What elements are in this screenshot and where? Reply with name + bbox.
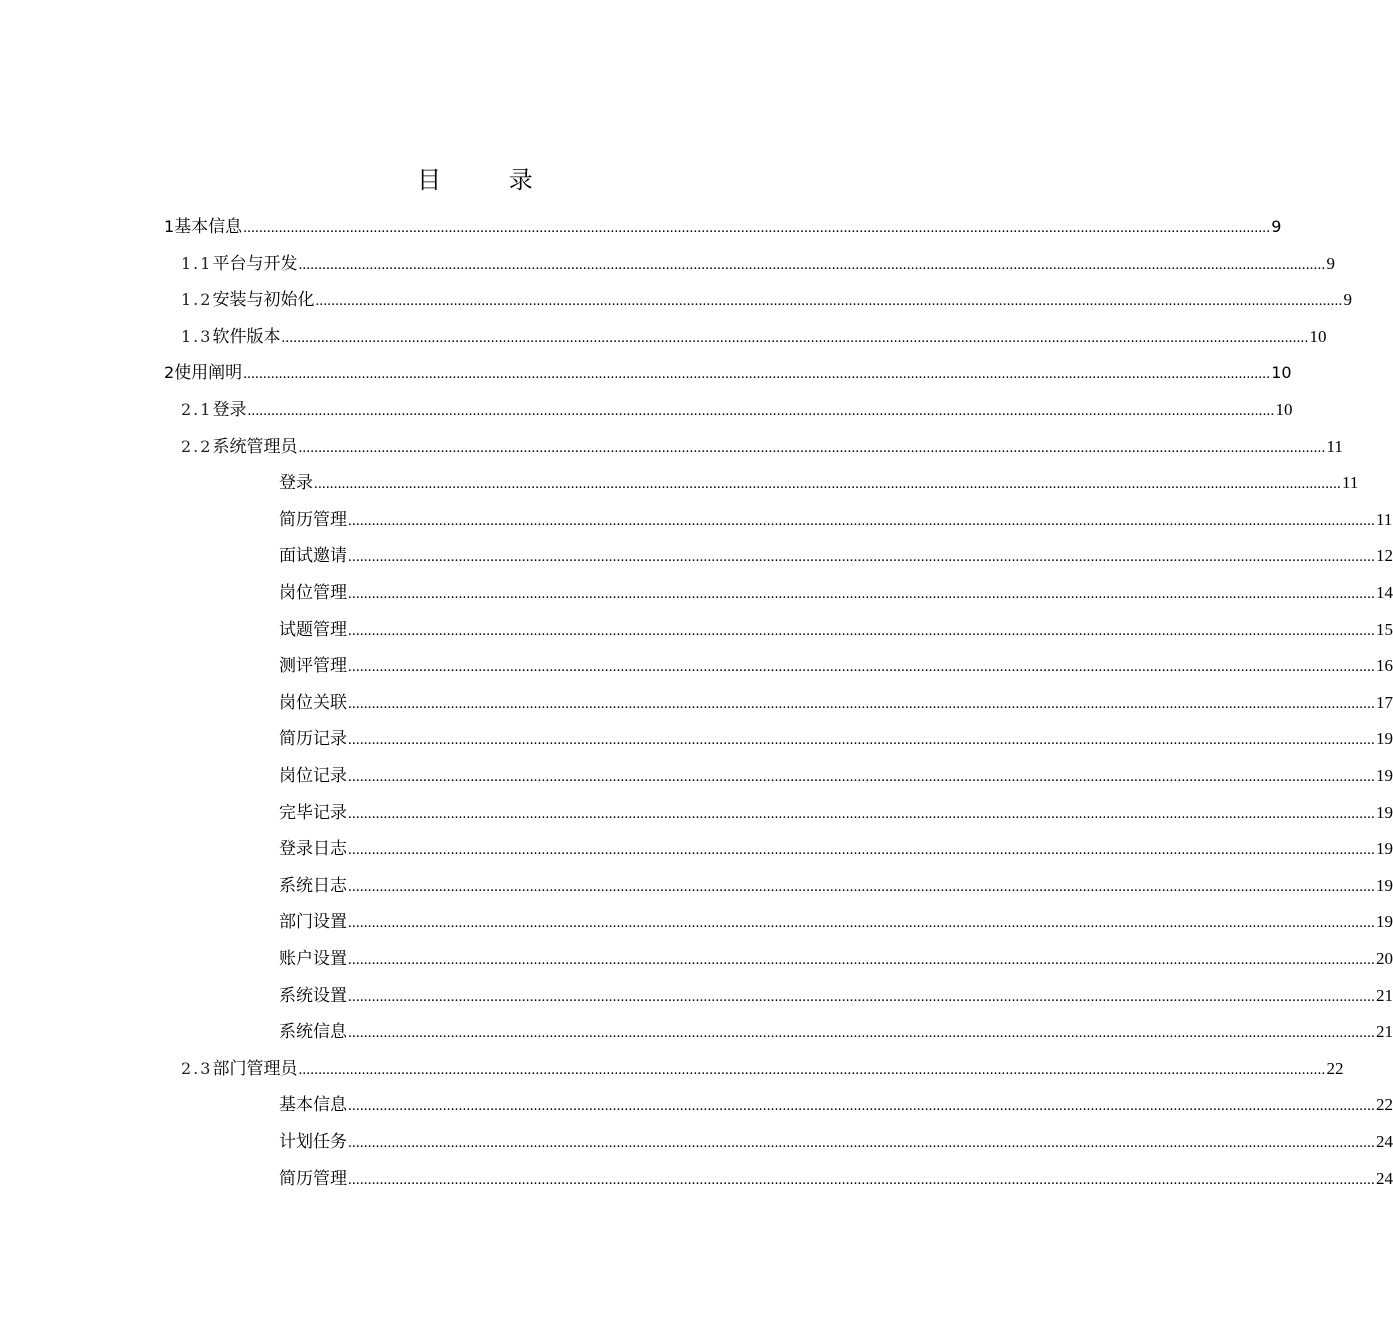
toc-entry-page: 21: [1376, 1022, 1393, 1042]
toc-entry-label: 简历管理: [279, 1168, 347, 1189]
toc-entry-page: 22: [1326, 1058, 1344, 1078]
toc-entry[interactable]: [279, 684, 1393, 714]
toc-dot-leader: ....................................................................................................................................................................................................................................................................: [348, 1098, 1375, 1115]
toc-entry-page: 19: [1376, 839, 1393, 859]
toc-entry[interactable]: [279, 1123, 1393, 1153]
toc-entry-label: 部门管理员: [212, 1058, 298, 1079]
toc-entry-label: 面试邀请: [279, 546, 347, 567]
toc-entry-label: 系统信息: [279, 1022, 347, 1043]
toc-dot-leader: ....................................................................................................................................................................................................................................................................: [348, 769, 1375, 785]
toc-entry-page: 19: [1376, 802, 1393, 822]
toc-dot-leader: ....................................................................................................................................................................................................................................................................: [348, 805, 1375, 822]
toc-entry-page: 10: [1275, 400, 1293, 419]
toc-entry[interactable]: [279, 611, 1393, 641]
toc-entry-page: 10: [1271, 363, 1292, 383]
toc-entry[interactable]: [279, 903, 1393, 933]
toc-entry[interactable]: [279, 537, 1393, 567]
toc-entry-page: 17: [1376, 692, 1393, 712]
toc-dot-leader: ....................................................................................................................................................................................................................................................................: [243, 366, 1271, 383]
toc-entry[interactable]: [279, 1160, 1393, 1190]
toc-entry-page: 15: [1376, 619, 1393, 639]
toc-entry-label: 账户设置: [279, 949, 347, 969]
toc-entry-number: 1.1: [181, 253, 213, 273]
toc-dot-leader: ....................................................................................................................................................................................................................................................................: [348, 732, 1375, 749]
toc-entry[interactable]: [164, 354, 1292, 384]
toc-entry-page: 19: [1376, 875, 1393, 895]
toc-entry[interactable]: [279, 940, 1393, 970]
toc-entry-label: 岗位关联: [279, 692, 347, 713]
page-title: 目 录: [417, 166, 563, 194]
toc-dot-leader: ....................................................................................................................................................................................................................................................................: [348, 622, 1375, 639]
toc-dot-leader: ....................................................................................................................................................................................................................................................................: [314, 476, 1341, 493]
toc-entry-page: 10: [1309, 326, 1327, 346]
toc-dot-leader: ....................................................................................................................................................................................................................................................................: [348, 586, 1375, 602]
toc-dot-leader: ....................................................................................................................................................................................................................................................................: [348, 842, 1375, 859]
toc-dot-leader: ....................................................................................................................................................................................................................................................................: [348, 988, 1375, 1005]
toc-dot-leader: ....................................................................................................................................................................................................................................................................: [243, 220, 1271, 236]
toc-dot-leader: ....................................................................................................................................................................................................................................................................: [348, 1025, 1375, 1042]
toc-dot-leader: ....................................................................................................................................................................................................................................................................: [298, 439, 1326, 456]
toc-dot-leader: ....................................................................................................................................................................................................................................................................: [348, 512, 1375, 529]
toc-entry[interactable]: [279, 830, 1393, 860]
toc-entry-number: 1: [164, 217, 175, 236]
toc-entry-label: 登录日志: [279, 839, 347, 860]
toc-entry-page: 16: [1376, 656, 1393, 676]
toc-entry-label: 系统管理员: [212, 436, 298, 457]
toc-entry[interactable]: [164, 208, 1282, 238]
toc-dot-leader: ....................................................................................................................................................................................................................................................................: [348, 1171, 1375, 1188]
toc-entry-label: 基本信息: [174, 217, 243, 237]
toc-entry-label: 测评管理: [279, 656, 347, 677]
toc-entry-label: 登录: [212, 400, 247, 420]
toc-entry-number: 2.3: [181, 1058, 213, 1078]
toc-dot-leader: ....................................................................................................................................................................................................................................................................: [348, 549, 1375, 566]
toc-entry-number: 2: [164, 363, 175, 383]
toc-entry-page: 14: [1376, 583, 1393, 602]
toc-entry-label: 安装与初始化: [212, 290, 315, 311]
toc-entry-page: 11: [1342, 473, 1359, 493]
toc-entry-label: 计划任务: [279, 1132, 347, 1152]
toc-entry[interactable]: [279, 1086, 1393, 1116]
toc-entry[interactable]: [279, 720, 1393, 750]
toc-entry[interactable]: [181, 1050, 1344, 1080]
toc-entry-label: 基本信息: [279, 1095, 347, 1116]
toc-entry-page: 9: [1343, 290, 1352, 310]
toc-entry-page: 24: [1376, 1132, 1393, 1151]
toc-entry[interactable]: [279, 501, 1393, 531]
toc-dot-leader: ....................................................................................................................................................................................................................................................................: [348, 695, 1375, 712]
toc-entry-label: 部门设置: [279, 912, 347, 933]
toc-dot-leader: ....................................................................................................................................................................................................................................................................: [348, 1135, 1375, 1151]
toc-entry[interactable]: [279, 757, 1393, 787]
toc-entry[interactable]: [279, 647, 1393, 677]
toc-dot-leader: ....................................................................................................................................................................................................................................................................: [281, 329, 1309, 346]
toc-entry-label: 平台与开发: [212, 253, 298, 274]
toc-dot-leader: ....................................................................................................................................................................................................................................................................: [348, 659, 1375, 676]
toc-entry[interactable]: [181, 281, 1352, 311]
toc-entry-label: 软件版本: [212, 326, 281, 347]
toc-entry-number: 2.2: [181, 436, 213, 456]
toc-entry-label: 岗位记录: [279, 766, 347, 786]
toc-entry[interactable]: [181, 318, 1327, 348]
toc-dot-leader: ....................................................................................................................................................................................................................................................................: [247, 403, 1275, 419]
toc-entry-page: 19: [1376, 766, 1393, 785]
toc-entry-page: 19: [1376, 729, 1393, 749]
toc-entry-page: 9: [1271, 217, 1282, 236]
toc-entry-page: 11: [1326, 436, 1343, 456]
toc-entry-label: 简历记录: [279, 729, 347, 750]
toc-dot-leader: ....................................................................................................................................................................................................................................................................: [348, 915, 1375, 932]
toc-dot-leader: ....................................................................................................................................................................................................................................................................: [315, 293, 1343, 310]
toc-entry-page: 19: [1376, 912, 1393, 932]
toc-entry-label: 完毕记录: [279, 802, 347, 823]
toc-entry[interactable]: [181, 428, 1343, 458]
toc-entry[interactable]: [279, 464, 1359, 494]
toc-entry-page: 12: [1376, 546, 1393, 566]
toc-dot-leader: ....................................................................................................................................................................................................................................................................: [348, 952, 1375, 968]
toc-entry-label: 登录: [279, 473, 313, 494]
toc-entry[interactable]: [181, 245, 1335, 275]
toc-entry[interactable]: [279, 574, 1393, 604]
toc-entry[interactable]: [279, 867, 1393, 897]
toc-entry[interactable]: [279, 977, 1393, 1007]
toc-entry-number: 1.3: [181, 326, 213, 346]
toc-entry-number: 2.1: [181, 400, 213, 419]
toc-dot-leader: ....................................................................................................................................................................................................................................................................: [298, 1061, 1326, 1078]
toc-entry-label: 岗位管理: [279, 583, 347, 603]
toc-entry-page: 20: [1376, 949, 1393, 968]
toc-entry-page: 9: [1326, 253, 1335, 273]
toc-entry-label: 简历管理: [279, 509, 347, 530]
toc-entry-page: 21: [1376, 985, 1393, 1005]
toc-dot-leader: ....................................................................................................................................................................................................................................................................: [298, 256, 1326, 273]
toc-entry-page: 11: [1376, 509, 1393, 529]
toc-entry-label: 使用阐明: [174, 363, 243, 384]
toc-entry-page: 22: [1376, 1095, 1393, 1115]
toc-entry[interactable]: [279, 794, 1393, 824]
toc-entry[interactable]: [279, 1013, 1393, 1043]
toc-dot-leader: ....................................................................................................................................................................................................................................................................: [348, 878, 1375, 895]
toc-entry-number: 1.2: [181, 290, 213, 310]
toc-entry-label: 试题管理: [279, 619, 347, 640]
toc-entry[interactable]: [181, 391, 1293, 421]
toc-entry-page: 24: [1376, 1168, 1393, 1188]
toc-entry-label: 系统设置: [279, 985, 347, 1006]
toc-entry-label: 系统日志: [279, 875, 347, 896]
